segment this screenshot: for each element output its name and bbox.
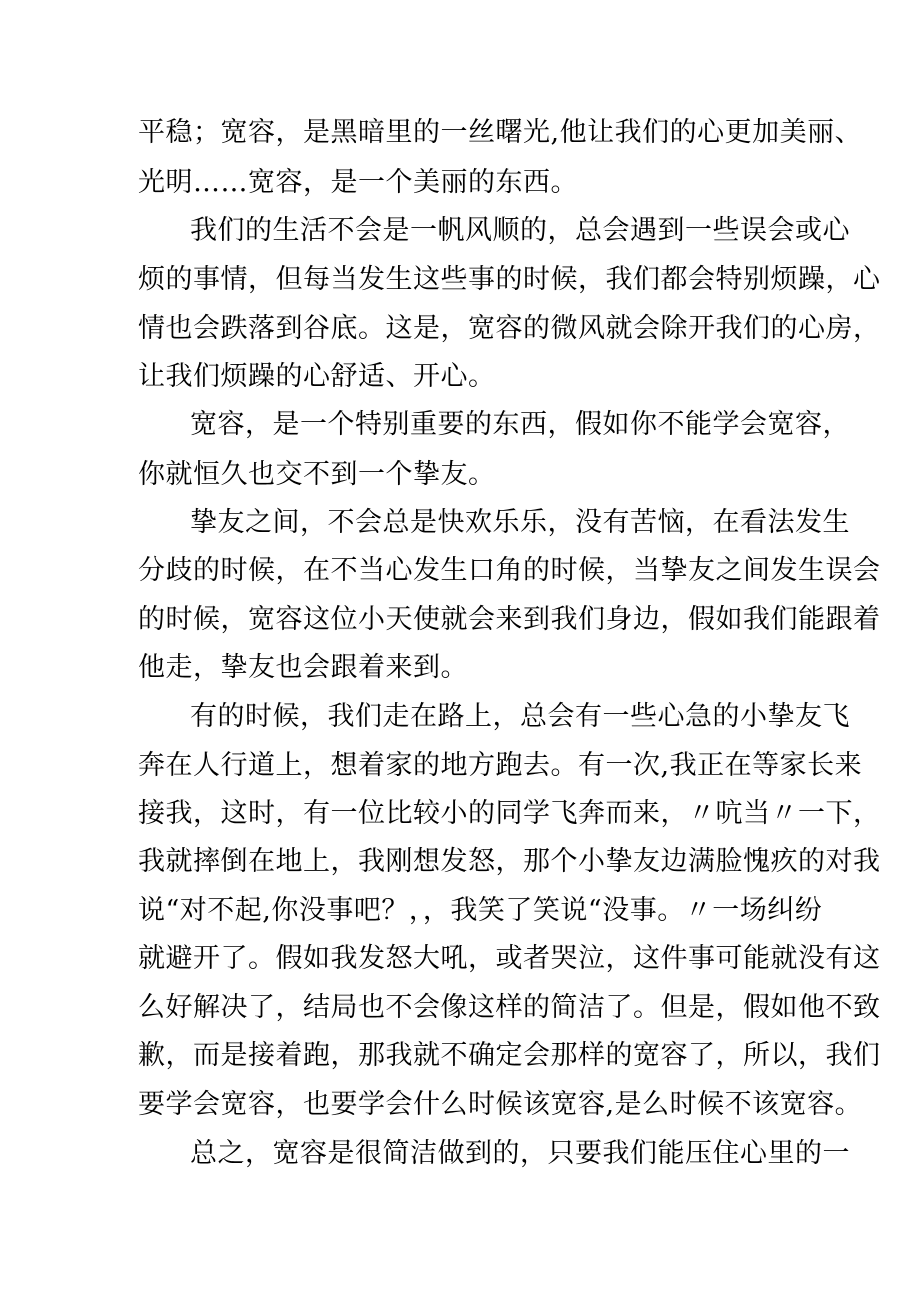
text-line: 么好解决了，结局也不会像这样的简洁了。但是，假如他不致: [138, 992, 881, 1023]
text-line: 情也会跌落到谷底。这是，宽容的微风就会除开我们的心房，: [138, 313, 881, 344]
paragraph-start-line: 宽容，是一个特别重要的东西，假如你不能学会宽容，: [190, 409, 850, 440]
text-line: 的时候，宽容这位小天使就会来到我们身边，假如我们能跟着: [138, 604, 881, 635]
text-line: 就避开了。假如我发怒大吼，或者哭泣，这件事可能就没有这: [138, 943, 881, 974]
paragraph-start-line: 有的时候，我们走在路上，总会有一些心急的小挚友飞: [190, 701, 850, 732]
text-line: 让我们烦躁的心舒适、开心。: [138, 361, 496, 392]
text-line: 要学会宽容，也要学会什么时候该宽容,是么时候不该宽容。: [138, 1089, 863, 1120]
text-line: 接我，这时，有一位比较小的同学飞奔而来，〃吭当〃一下，: [138, 798, 881, 829]
text-line: 平稳；宽容，是黑暗里的一丝曙光,他让我们的心更加美丽、: [138, 117, 863, 148]
paragraph-start-line: 我们的生活不会是一帆风顺的，总会遇到一些误会或心: [190, 215, 850, 246]
text-line: 我就摔倒在地上，我刚想发怒，那个小挚友边满脸愧疚的对我: [138, 846, 881, 877]
text-line: 烦的事情，但每当发生这些事的时候，我们都会特别烦躁，心: [138, 264, 881, 295]
text-line: 说“对不起,你没事吧？，，我笑了笑说“没事。〃一场纠纷: [138, 895, 823, 926]
paragraph-start-line: 总之，宽容是很简洁做到的，只要我们能压住心里的一: [190, 1138, 850, 1169]
text-line: 你就恒久也交不到一个挚友。: [138, 459, 496, 490]
text-line: 歉，而是接着跑，那我就不确定会那样的宽容了，所以，我们: [138, 1040, 881, 1071]
text-line: 分歧的时候，在不当心发生口角的时候，当挚友之间发生误会: [138, 555, 881, 586]
text-line: 光明……宽容，是一个美丽的东西。: [138, 167, 578, 198]
text-line: 他走，挚友也会跟着来到。: [138, 652, 468, 683]
text-line: 奔在人行道上，想着家的地方跑去。有一次,我正在等家长来: [138, 750, 863, 781]
paragraph-start-line: 挚友之间，不会总是快欢乐乐，没有苦恼，在看法发生: [190, 507, 850, 538]
